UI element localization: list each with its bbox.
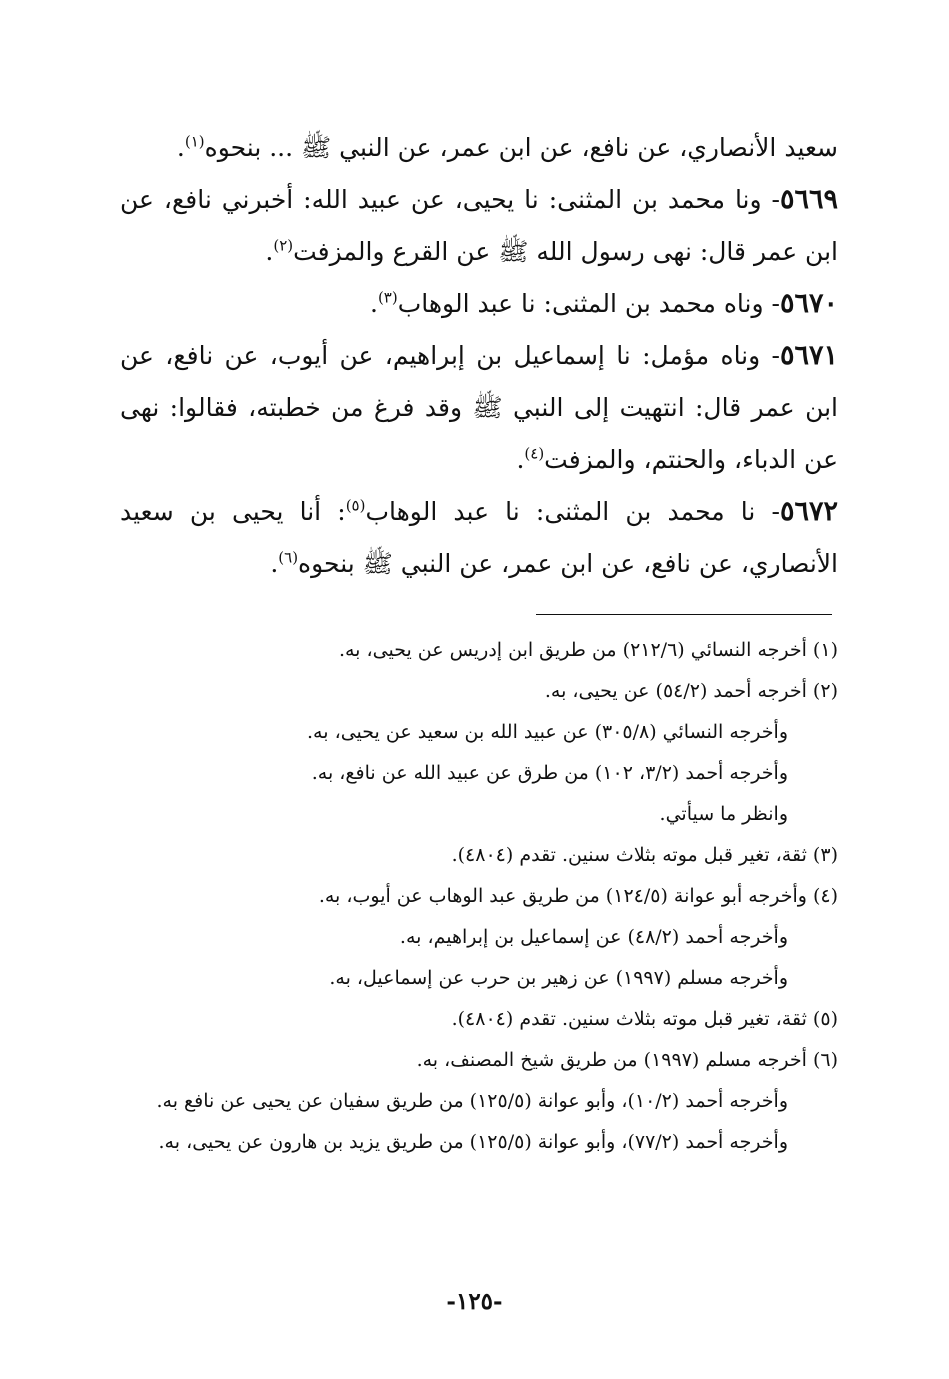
paragraph-text: - وناه محمد بن المثنى: نا عبد الوهاب: [397, 289, 780, 318]
footnote-6: (٦) أخرجه مسلم (١٩٩٧) من طريق شيخ المصنف، به.: [416, 1049, 838, 1071]
paragraph-end: .: [369, 289, 378, 318]
paragraph-text: : أنا يحيى بن سعيد الأنصاري، عن نافع، عن ابن عمر، عن النبي ﷺ بنحوه: [120, 497, 838, 578]
footnote-ref[interactable]: (٥): [345, 496, 366, 515]
footnote-divider: [536, 614, 832, 615]
footnote-4-line: وأخرجه مسلم (١٩٩٧) عن زهير بن حرب عن إسماعيل، به.: [329, 967, 788, 989]
hadith-5669: [120, 174, 838, 278]
paragraph-text: - نا محمد بن المثنى: نا عبد الوهاب: [365, 497, 780, 526]
hadith-5670: [120, 278, 838, 330]
main-text: [120, 122, 838, 590]
footnote-ref[interactable]: (٣): [377, 288, 398, 307]
footnote-1: (١) أخرجه النسائي (٢١٢/٦) من طريق ابن إدريس عن يحيى، به.: [338, 639, 838, 661]
hadith-number: ٥٦٧١: [779, 340, 838, 371]
hadith-5672: [120, 486, 838, 590]
footnote-3: (٣) ثقة، تغير قبل موته بثلاث سنين. تقدم (٤٨٠٤).: [451, 844, 838, 866]
paragraph-end: .: [265, 237, 274, 266]
hadith-number: ٥٦٧٠: [779, 288, 838, 319]
paragraph-continuation: [120, 122, 838, 174]
paragraph-end: .: [516, 445, 525, 474]
footnote-6-line: وأخرجه أحمد (١٠/٢)، وأبو عوانة (١٢٥/٥) من طريق سفيان عن يحيى عن نافع به.: [156, 1090, 788, 1112]
page-number: -١٢٥-: [446, 1288, 503, 1315]
footnote-ref[interactable]: (٦): [278, 548, 299, 567]
footnote-4: (٤) وأخرجه أبو عوانة (١٢٤/٥) من طريق عبد الوهاب عن أيوب، به.: [318, 885, 838, 907]
footnotes: [120, 630, 838, 1163]
hadith-5671: [120, 330, 838, 486]
hadith-number: ٥٦٦٩: [779, 184, 838, 215]
paragraph-end: .: [270, 549, 279, 578]
footnote-ref[interactable]: (٤): [524, 444, 545, 463]
paragraph-text: سعيد الأنصاري، عن نافع، عن ابن عمر، عن النبي ﷺ ... بنحوه: [204, 133, 838, 162]
footnote-6-line: وأخرجه أحمد (٧٧/٢)، وأبو عوانة (١٢٥/٥) من طريق يزيد بن هارون عن يحيى، به.: [158, 1131, 788, 1153]
footnote-2-line: وانظر ما سيأتي.: [659, 803, 788, 825]
footnote-ref[interactable]: (١): [184, 132, 205, 151]
paragraph-text: - ونا محمد بن المثنى: نا يحيى، عن عبيد الله: أخبرني نافع، عن ابن عمر قال: نهى رسول الله ﷺ عن القرع والمزفت: [120, 185, 838, 266]
footnote-5: (٥) ثقة، تغير قبل موته بثلاث سنين. تقدم (٤٨٠٤).: [451, 1008, 838, 1030]
footnote-ref[interactable]: (٢): [273, 236, 294, 255]
footnote-2: (٢) أخرجه أحمد (٥٤/٢) عن يحيى، به.: [544, 680, 838, 702]
paragraph-text: - وناه مؤمل: نا إسماعيل بن إبراهيم، عن أيوب، عن نافع، عن ابن عمر قال: انتهيت إلى النبي ﷺ وقد فرغ من خطبته، فقالوا: نهى عن الدباء، والحنتم، والمزفت: [120, 341, 838, 474]
hadith-number: ٥٦٧٢: [779, 496, 838, 527]
footnote-4-line: وأخرجه أحمد (٤٨/٢) عن إسماعيل بن إبراهيم، به.: [399, 926, 788, 948]
footnote-2-line: وأخرجه النسائي (٣٠٥/٨) عن عبيد الله بن سعيد عن يحيى، به.: [307, 721, 788, 743]
paragraph-end: .: [176, 133, 185, 162]
footnote-2-line: وأخرجه أحمد (٣/٢، ١٠٢) من طرق عن عبيد الله عن نافع، به.: [311, 762, 788, 784]
